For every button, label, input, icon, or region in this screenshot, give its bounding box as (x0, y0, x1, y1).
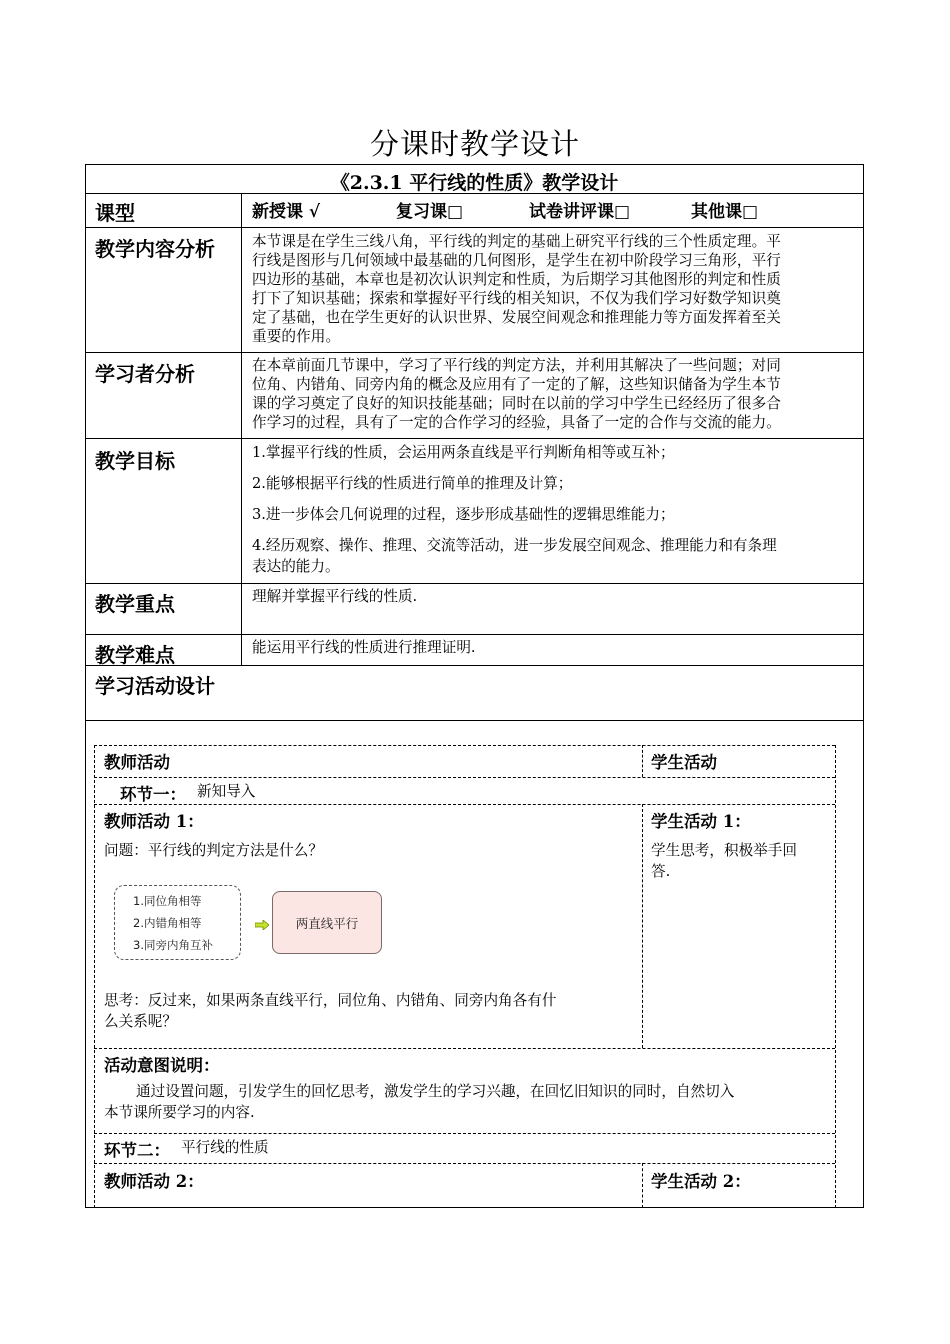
table-rule (85, 438, 864, 439)
table-rule (85, 665, 864, 666)
table-rule (85, 227, 864, 228)
teacher-activity-1-question: 问题：平行线的判定方法是什么？ (104, 842, 323, 859)
text-line: 本节课所要学习的内容. (104, 1104, 255, 1121)
text-line: 位角、内错角、同旁内角的概念及应用有了一定的了解，这些知识储备为学生本节 (252, 376, 781, 393)
text-line: 通过设置问题，引发学生的回忆思考，激发学生的学习兴趣，在回忆旧知识的同时，自然切入 (136, 1083, 735, 1100)
inner-divider (642, 804, 643, 1048)
difficulty-label: 教学难点 (95, 643, 175, 667)
goal-item-4-cont: 表达的能力。 (252, 558, 340, 575)
goal-item-3: 3.进一步体会几何说理的过程，逐步形成基础性的逻辑思维能力； (252, 506, 675, 523)
criteria-item-1: 1.同位角相等 (133, 894, 202, 908)
activity-intent-text (104, 1081, 829, 1123)
goal-item-4: 4.经历观察、操作、推理、交流等活动，进一步发展空间观念、推理能力和有条理 (252, 537, 777, 554)
activity-intent-label: 活动意图说明： (104, 1056, 220, 1075)
text-line: 思考：反过来，如果两条直线平行，同位角、内错角、同旁内角各有什 (104, 992, 557, 1009)
content-analysis-label: 教学内容分析 (95, 237, 215, 261)
document-title: 分课时教学设计 (369, 127, 580, 161)
course-type-review: 复习课□ (396, 202, 464, 222)
inner-rule (94, 1163, 835, 1164)
text-line: 学生思考，积极举手回 (651, 842, 797, 859)
teaching-goals-label: 教学目标 (95, 449, 175, 473)
text-line: 课的学习奠定了良好的知识技能基础；同时在以前的学习中学生已经经历了很多合 (252, 395, 781, 412)
teacher-activity-2-label: 教师活动 2： (104, 1172, 204, 1191)
right-arrow-icon (255, 920, 269, 930)
course-type-label: 课型 (95, 201, 135, 225)
inner-border (94, 745, 95, 1208)
learner-analysis-text (252, 356, 856, 432)
difficulty-text: 能运用平行线的性质进行推理证明. (252, 639, 476, 656)
inner-divider (642, 745, 643, 777)
stage-2-title: 平行线的性质 (181, 1139, 269, 1156)
inner-divider (642, 1163, 643, 1208)
column-divider (241, 193, 242, 666)
text-line: 打下了知识基础；探索和掌握好平行线的相关知识，不仅为我们学习好数学知识奠 (252, 290, 781, 307)
table-rule (85, 583, 864, 584)
student-activity-header: 学生活动 (651, 753, 717, 772)
inner-rule (94, 745, 835, 746)
course-type-new: 新授课 √ (252, 202, 321, 222)
inner-rule (94, 1133, 835, 1134)
key-point-text: 理解并掌握平行线的性质. (252, 588, 418, 605)
text-line: 定了基础，也在学生更好的认识世界、发展空间观念和推理能力等方面发挥着至关 (252, 309, 781, 326)
learner-analysis-label: 学习者分析 (95, 362, 195, 386)
text-line: 本节课是在学生三线八角，平行线的判定的基础上研究平行线的三个性质定理。平 (252, 233, 781, 250)
text-line: 行线是图形与几何领域中最基础的几何图形，是学生在初中阶段学习三角形，平行 (252, 252, 781, 269)
inner-rule (94, 777, 835, 778)
criteria-item-2: 2.内错角相等 (133, 916, 202, 930)
inner-rule (94, 1048, 835, 1049)
text-line: 答. (651, 863, 671, 880)
goal-item-1: 1.掌握平行线的性质，会运用两条直线是平行判断角相等或互补； (252, 444, 675, 461)
parallel-lines-result-box (272, 891, 382, 954)
teacher-activity-1-label: 教师活动 1： (104, 812, 204, 831)
text-line: 在本章前面几节课中，学习了平行线的判定方法，并利用其解决了一些问题；对同 (252, 357, 781, 374)
course-type-exam-review: 试卷讲评课□ (529, 202, 631, 222)
course-type-other: 其他课□ (691, 202, 759, 222)
stage-1-title: 新知导入 (197, 783, 256, 800)
inner-rule (94, 804, 835, 805)
goal-item-2: 2.能够根据平行线的性质进行简单的推理及计算； (252, 475, 573, 492)
text-line: 么关系呢？ (104, 1013, 177, 1030)
stage-1-label: 环节一： (120, 785, 186, 804)
criteria-box (114, 885, 241, 960)
course-title: 《2.3.1 平行线的性质》教学设计 (330, 172, 619, 194)
student-activity-1-label: 学生活动 1： (651, 812, 751, 831)
inner-border (835, 745, 836, 1208)
table-rule (85, 720, 864, 721)
criteria-item-3: 3.同旁内角互补 (133, 938, 213, 952)
content-analysis-text (252, 232, 856, 346)
table-rule (85, 634, 864, 635)
table-rule (85, 352, 864, 353)
activity-design-label: 学习活动设计 (95, 674, 215, 698)
key-point-label: 教学重点 (95, 592, 175, 616)
teacher-activity-1-think (104, 990, 634, 1032)
stage-2-label: 环节二： (104, 1141, 170, 1160)
flow-result-text: 两直线平行 (295, 915, 359, 931)
teacher-activity-header: 教师活动 (104, 753, 170, 772)
student-activity-1-text (651, 840, 797, 882)
student-activity-2-label: 学生活动 2： (651, 1172, 751, 1191)
text-line: 重要的作用。 (252, 328, 341, 345)
text-line: 作学习的过程，具有了一定的合作学习的经验，具备了一定的合作与交流的能力。 (252, 414, 781, 431)
text-line: 四边形的基础，本章也是初次认识判定和性质，为后期学习其他图形的判定和性质 (252, 271, 781, 288)
